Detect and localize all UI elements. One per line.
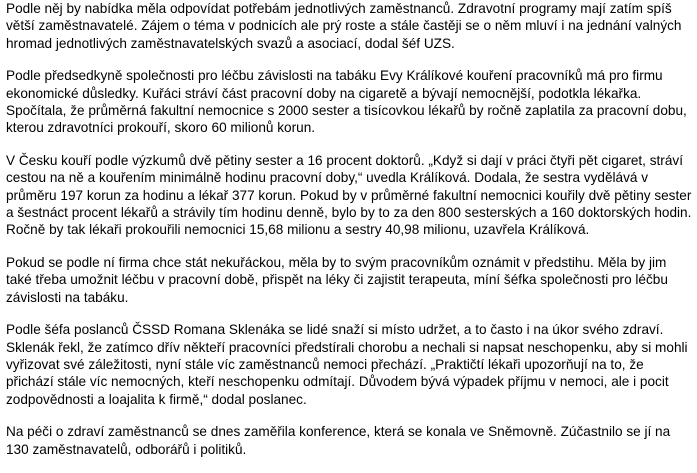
article-paragraph-4: Pokud se podle ní firma chce stát nekuřáckou, měla by to svým pracovníkům oznámit v předstihu. Měla by jim také třeba umožnit léčbu v pracovní době, přispět na léky či zajistit terapeuta, míní šéfka společnosti pro léčbu závislosti na tabáku. [6,254,668,305]
article-paragraph-6: Na péči o zdraví zaměstnanců se dnes zaměřila konference, která se konala ve Sněmovně. Zúčastnilo se jí na 130 zaměstnavatelů, odborářů i politiků. [6,424,671,457]
article-body [6,0,694,473]
article-paragraph-1: Podle něj by nabídka měla odpovídat potřebám jednotlivých zaměstnanců. Zdravotní programy mají zatím spíš větší zaměstnavatelé. Zájem o téma v podnicích ale prý roste a stále častěji se o něm mluví i na jednání valných hromad jednotlivých zaměstnavatelských svazů a asociací, dodal šéf UZS. [6,1,682,51]
article-paragraph-2: Podle předsedkyně společnosti pro léčbu závislosti na tabáku Evy Králíkové kouření pracovníků má pro firmu ekonomické důsledky. Kuřáci stráví část pracovní doby na cigaretě a bývají nemocnější, podotkla lékařka. Spočítala, že průměrná fakultní nemocnice s 2000 sester a tisícovkou lékařů by ročně zaplatila za pracovní dobu, kterou zdravotníci prokouří, skoro 60 milionů korun. [6,68,687,136]
article-paragraph-3: V Česku kouří podle výzkumů dvě pětiny sester a 16 procent doktorů. „Když si dají v práci čtyři pět cigaret, stráví cestou na ně a kouřením minimálně hodinu pracovní doby,“ uvedla Králíková. Dodala, že sestra vydělává v průměru 197 korun za hodinu a lékař 377 korun. Pokud by v průměrné fakultní nemocnici kouřily dvě pětiny sester a šestnáct procent lékařů a strávily tím hodinu denně, bylo by to za den 800 sesterských a 160 doktorských hodin. Ročně by tak lékaři prokouřili nemocnici 15,68 milionu a sestry 40,98 milionu, uzavřela Králíková. [6,152,692,238]
article-paragraph-5: Podle šéfa poslanců ČSSD Romana Sklenáka se lidé snaží si místo udržet, a to často i na úkor svého zdraví. Sklenák řekl, že zatímco dřív někteří pracovníci předstírali chorobu a nechali si napsat neschopenku, aby si mohli vyřizovat své záležitosti, nyní stále víc zaměstnanců nemoci přechází. „Praktičtí lékaři upozorňují na to, že přichází stále víc nemocných, kteří neschopenku odmítají. Důvodem bývá výpadek příjmu v nemoci, ale i pocit zodpovědnosti a loajalita k firmě,“ dodal poslanec. [6,322,688,407]
